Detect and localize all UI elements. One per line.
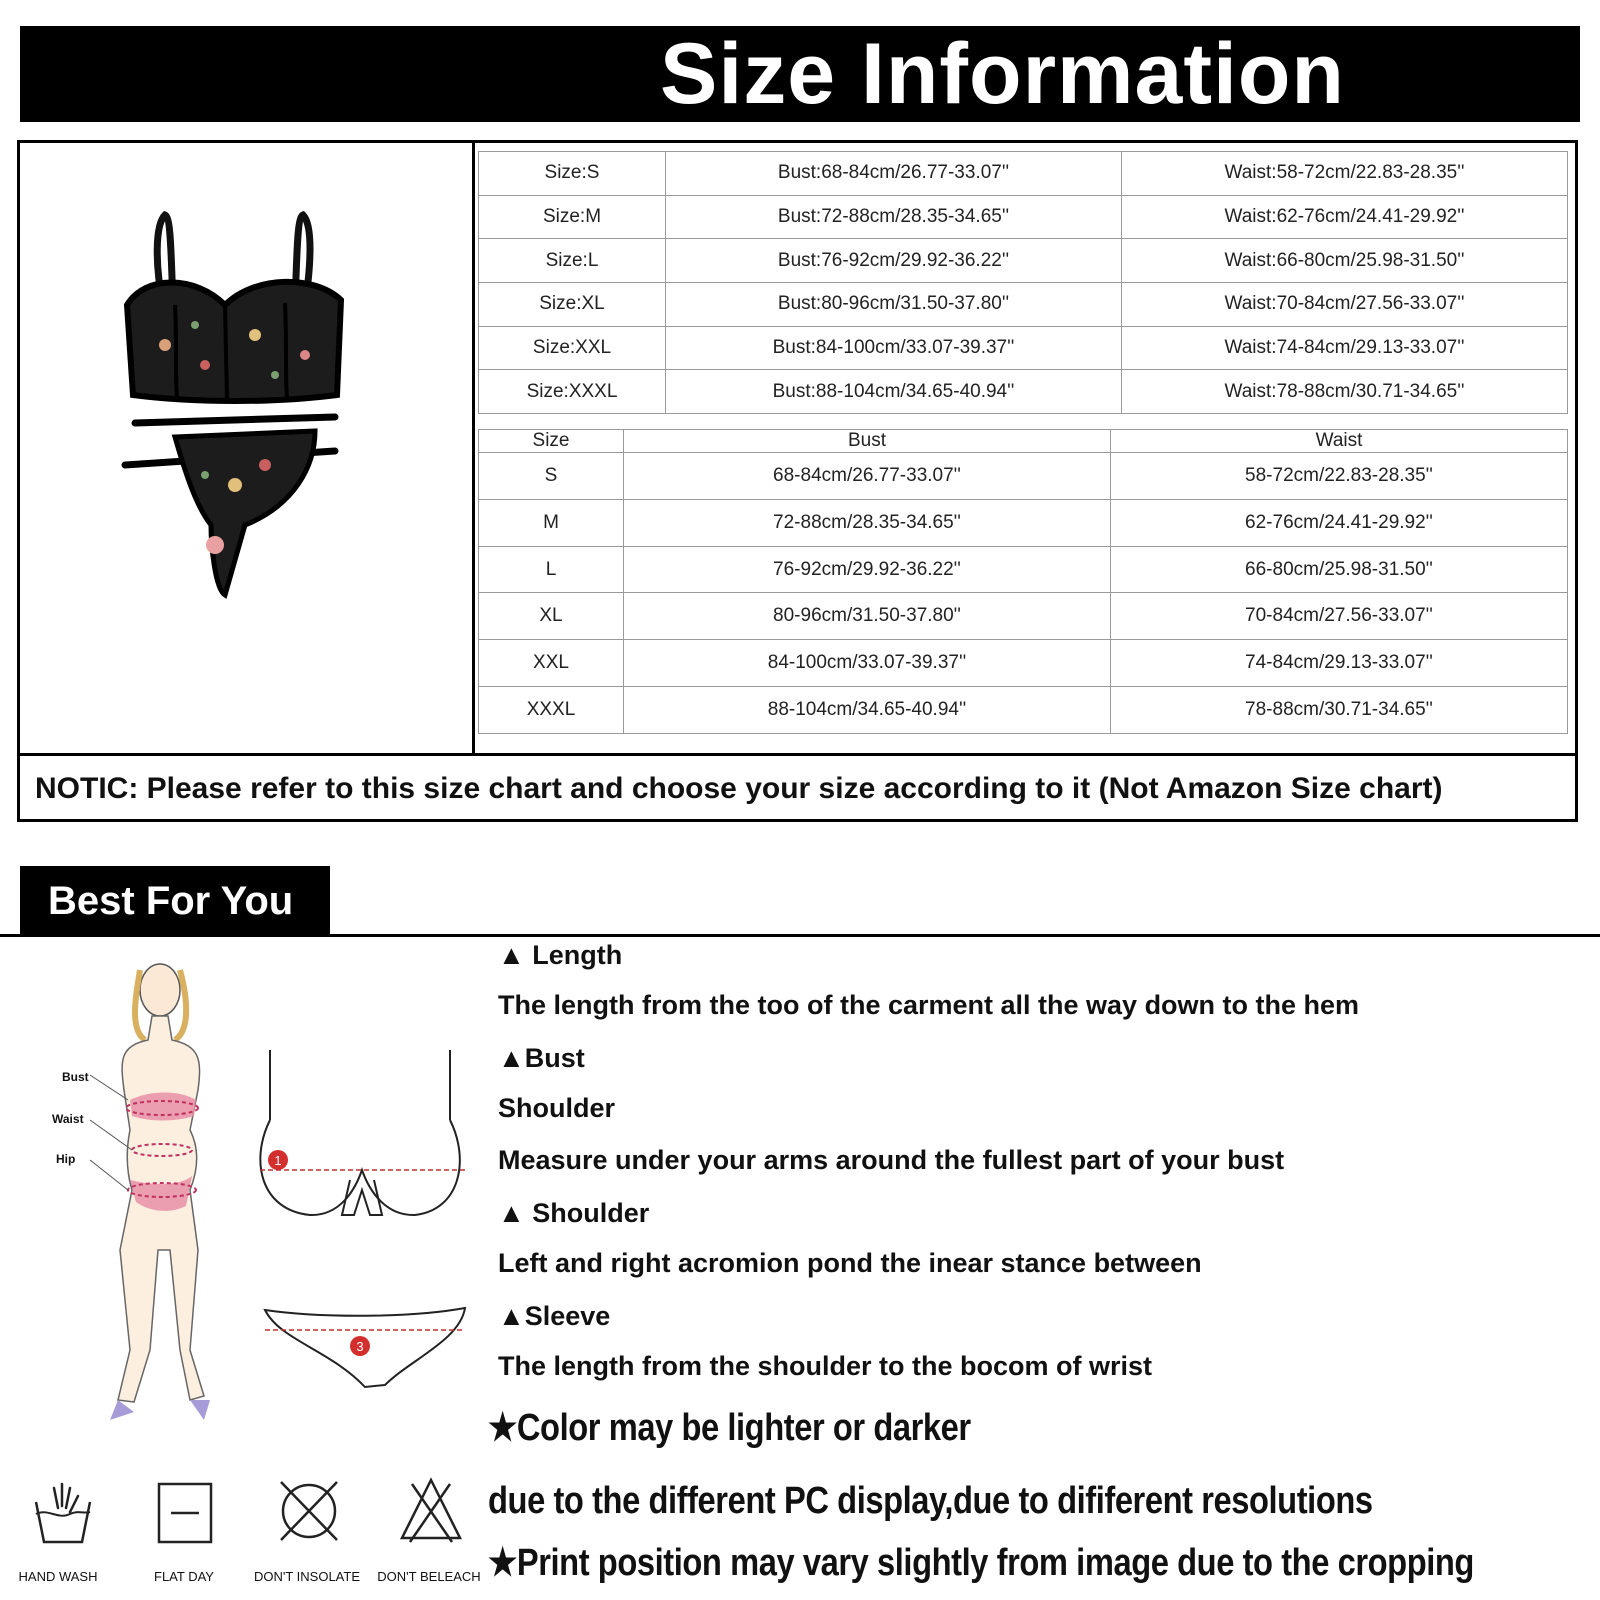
- table-cell-waist: 66-80cm/25.98-31.50'': [1111, 546, 1568, 593]
- section-divider: [0, 934, 1600, 937]
- care-label-hand-wash: HAND WASH: [18, 1569, 98, 1584]
- frame-divider: [472, 140, 475, 755]
- table-row: [479, 499, 1568, 546]
- panty-measurement-diagram: [260, 1300, 470, 1400]
- table-cell-bust: Bust:80-96cm/31.50-37.80'': [666, 282, 1122, 326]
- lingerie-product-image: [115, 205, 355, 605]
- length-title: ▲ Length: [498, 940, 623, 970]
- sleeve-title: ▲Sleeve: [498, 1301, 611, 1331]
- marker-1: 1: [274, 1153, 282, 1168]
- table-cell-bust: 72-88cm/28.35-34.65'': [624, 499, 1111, 546]
- table-cell-size: M: [479, 499, 624, 546]
- table-row: [479, 326, 1568, 370]
- size-table-simple: [478, 429, 1568, 734]
- bust-label: Bust: [62, 1070, 89, 1084]
- bra-measurement-diagram: [250, 1040, 475, 1250]
- table-cell-waist: 70-84cm/27.56-33.07'': [1111, 593, 1568, 640]
- body-measurement-figure: [40, 950, 250, 1450]
- table-cell-waist: 62-76cm/24.41-29.92'': [1111, 499, 1568, 546]
- page-title: Size Information: [660, 26, 1345, 122]
- hip-label: Hip: [56, 1152, 76, 1166]
- table-cell-waist: 74-84cm/29.13-33.07'': [1111, 640, 1568, 687]
- care-label-dont-insolate: DON'T INSOLATE: [253, 1569, 361, 1584]
- display-note: due to the different PC display,due to dififerent resolutions: [488, 1480, 1373, 1522]
- dont-tumble-dry-icon: [275, 1476, 343, 1546]
- sleeve-text: The length from the shoulder to the bocom of wrist: [498, 1351, 1152, 1381]
- care-label-flat-dry: FLAT DAY: [154, 1569, 214, 1584]
- bust-text: Measure under your arms around the fullest part of your bust: [498, 1145, 1285, 1175]
- table-cell-size: XXXL: [479, 687, 624, 734]
- table-cell-bust: Bust:84-100cm/33.07-39.37'': [666, 326, 1122, 370]
- table-row: [479, 239, 1568, 283]
- table-row: [479, 640, 1568, 687]
- shoulder-title: ▲ Shoulder: [498, 1198, 650, 1228]
- table-cell-size: Size:XXL: [479, 326, 666, 370]
- table-cell-size: L: [479, 546, 624, 593]
- table-cell-size: XXL: [479, 640, 624, 687]
- table-row: [479, 546, 1568, 593]
- table-cell-bust: Bust:88-104cm/34.65-40.94'': [666, 370, 1122, 414]
- table-cell-bust: 76-92cm/29.92-36.22'': [624, 546, 1111, 593]
- bust-title: ▲Bust: [498, 1043, 585, 1073]
- table-cell-bust: Bust:76-92cm/29.92-36.22'': [666, 239, 1122, 283]
- dont-bleach-icon: [398, 1474, 464, 1546]
- table-cell-waist: Waist:70-84cm/27.56-33.07'': [1122, 282, 1568, 326]
- table-cell-bust: Bust:68-84cm/26.77-33.07'': [666, 152, 1122, 196]
- table-cell-bust: 68-84cm/26.77-33.07'': [624, 453, 1111, 500]
- table-cell-waist: Waist:58-72cm/22.83-28.35'': [1122, 152, 1568, 196]
- table-cell-size: S: [479, 453, 624, 500]
- table-row: [479, 370, 1568, 414]
- waist-label: Waist: [52, 1112, 84, 1126]
- table-cell-bust: 84-100cm/33.07-39.37'': [624, 640, 1111, 687]
- table-cell-waist: 78-88cm/30.71-34.65'': [1111, 687, 1568, 734]
- table-header-row: [479, 430, 1568, 453]
- table-row: [479, 195, 1568, 239]
- table-cell-bust: 88-104cm/34.65-40.94'': [624, 687, 1111, 734]
- table-cell-waist: Waist:62-76cm/24.41-29.92'': [1122, 195, 1568, 239]
- table-cell-waist: Waist:74-84cm/29.13-33.07'': [1122, 326, 1568, 370]
- table-cell-size: XL: [479, 593, 624, 640]
- shoulder-text: Left and right acromion pond the inear stance between: [498, 1248, 1202, 1278]
- table-header-cell: Waist: [1111, 430, 1568, 453]
- table-header-cell: Bust: [624, 430, 1111, 453]
- size-table-labeled: [478, 151, 1568, 414]
- size-notice: NOTIC: Please refer to this size chart and choose your size according to it (Not Amazon Size chart): [35, 772, 1443, 805]
- table-cell-size: Size:M: [479, 195, 666, 239]
- table-row: [479, 453, 1568, 500]
- table-cell-size: Size:S: [479, 152, 666, 196]
- table-cell-bust: Bust:72-88cm/28.35-34.65'': [666, 195, 1122, 239]
- table-row: [479, 152, 1568, 196]
- table-cell-bust: 80-96cm/31.50-37.80'': [624, 593, 1111, 640]
- hand-wash-icon: [28, 1478, 98, 1548]
- table-row: [479, 282, 1568, 326]
- table-cell-waist: 58-72cm/22.83-28.35'': [1111, 453, 1568, 500]
- length-text: The length from the too of the carment all the way down to the hem: [498, 990, 1360, 1020]
- table-cell-size: Size:XL: [479, 282, 666, 326]
- table-cell-size: Size:L: [479, 239, 666, 283]
- table-row: [479, 593, 1568, 640]
- print-note: ★Print position may vary slightly from image due to the cropping: [488, 1542, 1474, 1584]
- table-cell-waist: Waist:78-88cm/30.71-34.65'': [1122, 370, 1568, 414]
- notice-divider: [17, 753, 1578, 756]
- marker-3: 3: [356, 1339, 364, 1354]
- color-note: ★Color may be lighter or darker: [488, 1407, 971, 1449]
- bust-subtitle: Shoulder: [498, 1093, 616, 1123]
- flat-dry-icon: [155, 1480, 215, 1546]
- care-label-dont-bleach: DON'T BELEACH: [377, 1569, 481, 1584]
- table-row: [479, 687, 1568, 734]
- table-cell-size: Size:XXXL: [479, 370, 666, 414]
- best-for-you-heading: Best For You: [20, 866, 330, 936]
- table-cell-waist: Waist:66-80cm/25.98-31.50'': [1122, 239, 1568, 283]
- title-banner: [20, 26, 1580, 122]
- table-header-cell: Size: [479, 430, 624, 453]
